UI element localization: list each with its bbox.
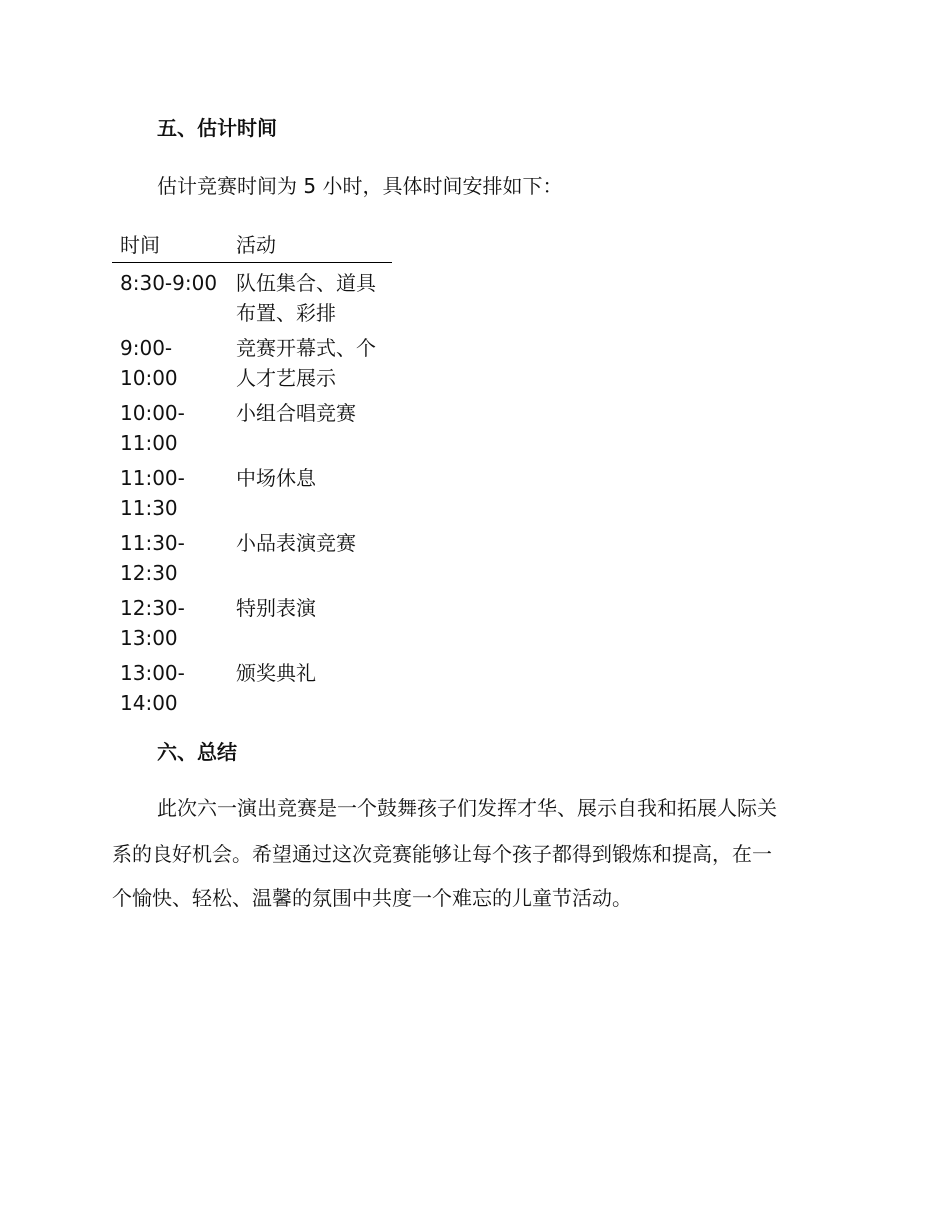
- schedule-time-text: 11:30- 12:30: [120, 531, 185, 585]
- schedule-header-activity: 活动: [236, 233, 276, 257]
- schedule-activity: 队伍集合、道具布置、彩排: [236, 271, 376, 325]
- schedule-time-text: 13:00- 14:00: [120, 661, 185, 715]
- schedule-row: [112, 398, 392, 458]
- schedule-time-text: 11:00- 11:30: [120, 466, 185, 520]
- schedule-time: [112, 333, 228, 393]
- summary-line-1: 此次六一演出竞赛是一个鼓舞孩子们发挥才华、展示自我和拓展人际关: [157, 796, 777, 820]
- schedule-activity: 小品表演竞赛: [236, 531, 356, 555]
- schedule-time: 8:30-9:00: [120, 271, 218, 295]
- schedule-time: [112, 398, 228, 458]
- schedule-row: [112, 658, 392, 718]
- schedule-time: [112, 593, 228, 653]
- schedule-time: [112, 528, 228, 588]
- schedule-row: [112, 593, 392, 653]
- schedule-activity: 小组合唱竞赛: [236, 401, 356, 425]
- schedule-activity: 中场休息: [236, 466, 316, 490]
- schedule-header-time: 时间: [120, 233, 160, 257]
- schedule-time: [112, 658, 228, 718]
- summary-line-3: 个愉快、轻松、温馨的氛围中共度一个难忘的儿童节活动。: [112, 886, 632, 910]
- schedule-table: [112, 230, 392, 718]
- schedule-time-text: 10:00- 11:00: [120, 401, 185, 455]
- schedule-row: [112, 528, 392, 588]
- schedule-row: [112, 268, 392, 328]
- schedule-time-text: 9:00- 10:00: [120, 336, 178, 390]
- schedule-row: [112, 463, 392, 523]
- schedule-activity: 特别表演: [236, 596, 316, 620]
- summary-line-2: 系的良好机会。希望通过这次竞赛能够让每个孩子都得到锻炼和提高，在一: [112, 842, 772, 866]
- schedule-activity: 颁奖典礼: [236, 661, 316, 685]
- schedule-activity: 竞赛开幕式、个人才艺展示: [236, 336, 376, 390]
- section-6-heading: 六、总结: [157, 740, 237, 764]
- section-5-intro: 估计竞赛时间为 5 小时，具体时间安排如下：: [157, 174, 563, 198]
- section-5-heading: 五、估计时间: [157, 116, 277, 140]
- schedule-time: [112, 463, 228, 523]
- schedule-time-text: 12:30- 13:00: [120, 596, 185, 650]
- schedule-header-row: [112, 230, 392, 263]
- schedule-row: [112, 333, 392, 393]
